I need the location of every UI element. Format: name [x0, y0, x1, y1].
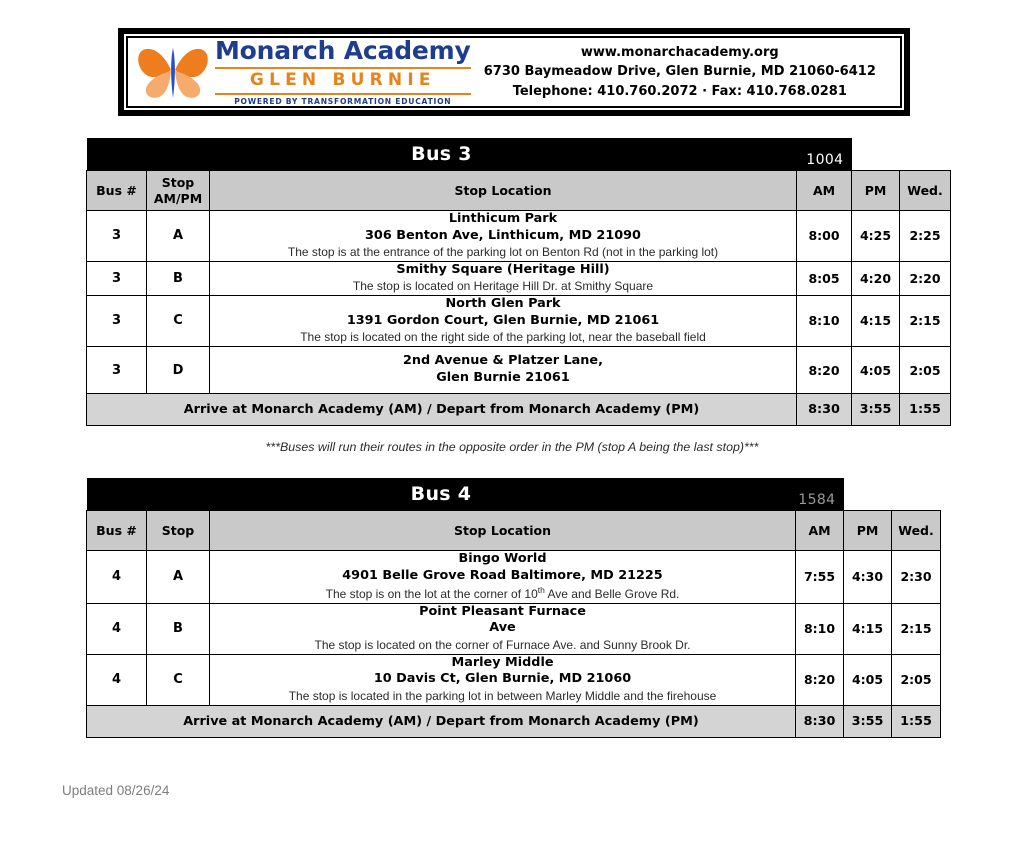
- col-header-location: Stop Location: [210, 511, 796, 551]
- col-header-am: AM: [796, 511, 844, 551]
- footer-wed: 1:55: [892, 705, 941, 737]
- logo-name: Monarch Academy: [215, 35, 471, 65]
- bus-4-banner: [87, 478, 796, 510]
- stop-note-post: Ave and Belle Grove Rd.: [544, 587, 680, 602]
- stop-name: Bingo World: [458, 551, 547, 566]
- cell-bus: 4: [87, 654, 147, 705]
- logo-tagline: POWERED BY TRANSFORMATION EDUCATION: [234, 97, 452, 107]
- contact-info: [471, 43, 897, 101]
- cell-stop: C: [147, 296, 210, 347]
- cell-pm: 4:15: [852, 296, 900, 347]
- cell-location: [210, 296, 797, 347]
- bus-4-banner-row: [87, 478, 941, 511]
- logo-divider-bottom: [215, 93, 471, 95]
- bus-3-banner-row: [87, 138, 951, 171]
- cell-stop: B: [147, 261, 210, 295]
- cell-bus: 3: [87, 261, 147, 295]
- stop-address: Glen Burnie 21061: [436, 369, 570, 385]
- cell-bus: 3: [87, 296, 147, 347]
- stop-note: The stop is at the entrance of the parking lot on Benton Rd (not in the parking lot): [287, 245, 719, 260]
- cell-bus: 4: [87, 603, 147, 654]
- cell-am: 8:20: [797, 346, 852, 393]
- school-logo: [135, 36, 471, 108]
- cell-stop: C: [147, 654, 210, 705]
- cell-wed: 2:05: [900, 346, 951, 393]
- table-row: [87, 346, 951, 393]
- cell-wed: 2:15: [892, 603, 941, 654]
- stop-address: Ave: [489, 620, 516, 636]
- letterhead: [118, 28, 910, 116]
- cell-bus: 4: [87, 551, 147, 604]
- cell-wed: 2:30: [892, 551, 941, 604]
- cell-am: 8:00: [797, 211, 852, 262]
- butterfly-logo-icon: [135, 36, 211, 108]
- cell-bus: 3: [87, 211, 147, 262]
- logo-divider-top: [215, 67, 471, 69]
- col-header-wed: Wed.: [900, 171, 951, 211]
- stop-name: North Glen Park: [445, 296, 561, 312]
- stop-address: 306 Benton Ave, Linthicum, MD 21090: [365, 227, 641, 243]
- cell-pm: 4:05: [852, 346, 900, 393]
- col-header-stop: [147, 171, 210, 211]
- cell-am: 8:05: [797, 261, 852, 295]
- pm-order-note: ***Buses will run their routes in the opposite order in the PM (stop A being the last stop)***: [265, 440, 759, 454]
- stop-note: The stop is located on the corner of Furnace Ave. and Sunny Brook Dr.: [314, 638, 691, 653]
- bus-4-title: Bus 4: [410, 483, 472, 505]
- footer-label: Arrive at Monarch Academy (AM) / Depart from Monarch Academy (PM): [87, 394, 797, 426]
- stop-name: 2nd Avenue & Platzer Lane,: [403, 352, 603, 368]
- col-header-am: AM: [797, 171, 852, 211]
- logo-subtitle: GLEN BURNIE: [249, 70, 436, 91]
- col-header-bus: Bus #: [87, 171, 147, 211]
- cell-stop: B: [147, 603, 210, 654]
- cell-location: [210, 603, 796, 654]
- cell-location: [210, 261, 797, 295]
- bus-4-footer-row: [87, 705, 941, 737]
- cell-pm: 4:05: [844, 654, 892, 705]
- bus-4-table: [86, 478, 940, 738]
- table-row: [87, 603, 941, 654]
- table-row: [87, 296, 951, 347]
- contact-phone: Telephone: 410.760.2072 · Fax: 410.768.0281: [512, 83, 847, 99]
- cell-am: 8:10: [797, 296, 852, 347]
- table-row: [87, 261, 951, 295]
- contact-address: 6730 Baymeadow Drive, Glen Burnie, MD 21060-6412: [483, 64, 876, 80]
- cell-am: 7:55: [796, 551, 844, 604]
- cell-stop: A: [147, 551, 210, 604]
- col-header-wed: Wed.: [892, 511, 941, 551]
- cell-pm: 4:30: [844, 551, 892, 604]
- cell-wed: 2:25: [900, 211, 951, 262]
- col-header-stop-line1: Stop: [161, 175, 195, 191]
- cell-bus: 3: [87, 346, 147, 393]
- cell-stop: D: [147, 346, 210, 393]
- table-row: [87, 211, 951, 262]
- col-header-pm: PM: [844, 511, 892, 551]
- stop-name: Marley Middle: [451, 654, 554, 670]
- stop-note: The stop is located on the right side of the parking lot, near the baseball field: [300, 330, 706, 345]
- contact-website: www.monarchacademy.org: [580, 45, 779, 61]
- cell-stop: A: [147, 211, 210, 262]
- bus-3-header-row: [87, 171, 951, 211]
- cell-am: 8:10: [796, 603, 844, 654]
- footer-label: Arrive at Monarch Academy (AM) / Depart from Monarch Academy (PM): [87, 705, 796, 737]
- stop-note: [210, 585, 795, 603]
- stop-note: The stop is located on Heritage Hill Dr. at Smithy Square: [352, 279, 654, 294]
- stop-address: 4901 Belle Grove Road Baltimore, MD 21225: [342, 567, 663, 583]
- cell-location: [210, 346, 797, 393]
- bus-3-table: [86, 138, 950, 426]
- stop-address: 1391 Gordon Court, Glen Burnie, MD 21061: [346, 312, 660, 328]
- footer-pm: 3:55: [844, 705, 892, 737]
- table-row: [87, 551, 941, 604]
- bus-3-code: 1004: [806, 152, 844, 168]
- cell-am: 8:20: [796, 654, 844, 705]
- footer-pm: 3:55: [852, 394, 900, 426]
- cell-pm: 4:25: [852, 211, 900, 262]
- stop-name: Point Pleasant Furnace: [419, 603, 586, 619]
- footer-am: 8:30: [797, 394, 852, 426]
- bus-3-banner-blank: [852, 138, 951, 170]
- stop-note-pre: The stop is on the lot at the corner of 10: [325, 587, 538, 602]
- stop-name: Linthicum Park: [448, 211, 558, 226]
- col-header-location: Stop Location: [210, 171, 797, 211]
- stop-address: 10 Davis Ct, Glen Burnie, MD 21060: [373, 671, 632, 687]
- bus-3-banner: [87, 138, 797, 170]
- cell-wed: 2:20: [900, 261, 951, 295]
- bus-4-header-row: [87, 511, 941, 551]
- bus-4-code: 1584: [798, 492, 836, 508]
- updated-date: Updated 08/26/24: [62, 783, 170, 798]
- footer-am: 8:30: [796, 705, 844, 737]
- cell-pm: 4:15: [844, 603, 892, 654]
- stop-name: Smithy Square (Heritage Hill): [396, 261, 610, 277]
- cell-wed: 2:05: [892, 654, 941, 705]
- cell-location: [210, 654, 796, 705]
- col-header-bus: Bus #: [87, 511, 147, 551]
- cell-location: [210, 551, 796, 604]
- cell-wed: 2:15: [900, 296, 951, 347]
- bus-3-title: Bus 3: [411, 143, 472, 165]
- col-header-pm: PM: [852, 171, 900, 211]
- bus-4-banner-blank: [844, 478, 941, 510]
- bus-3-footer-row: [87, 394, 951, 426]
- table-row: [87, 654, 941, 705]
- cell-pm: 4:20: [852, 261, 900, 295]
- stop-note-ordinal: th: [537, 585, 545, 596]
- col-header-stop: Stop: [147, 511, 210, 551]
- footer-wed: 1:55: [900, 394, 951, 426]
- cell-location: [210, 211, 797, 262]
- col-header-stop-line2: AM/PM: [153, 190, 203, 206]
- stop-note: The stop is located in the parking lot in between Marley Middle and the firehouse: [288, 688, 717, 703]
